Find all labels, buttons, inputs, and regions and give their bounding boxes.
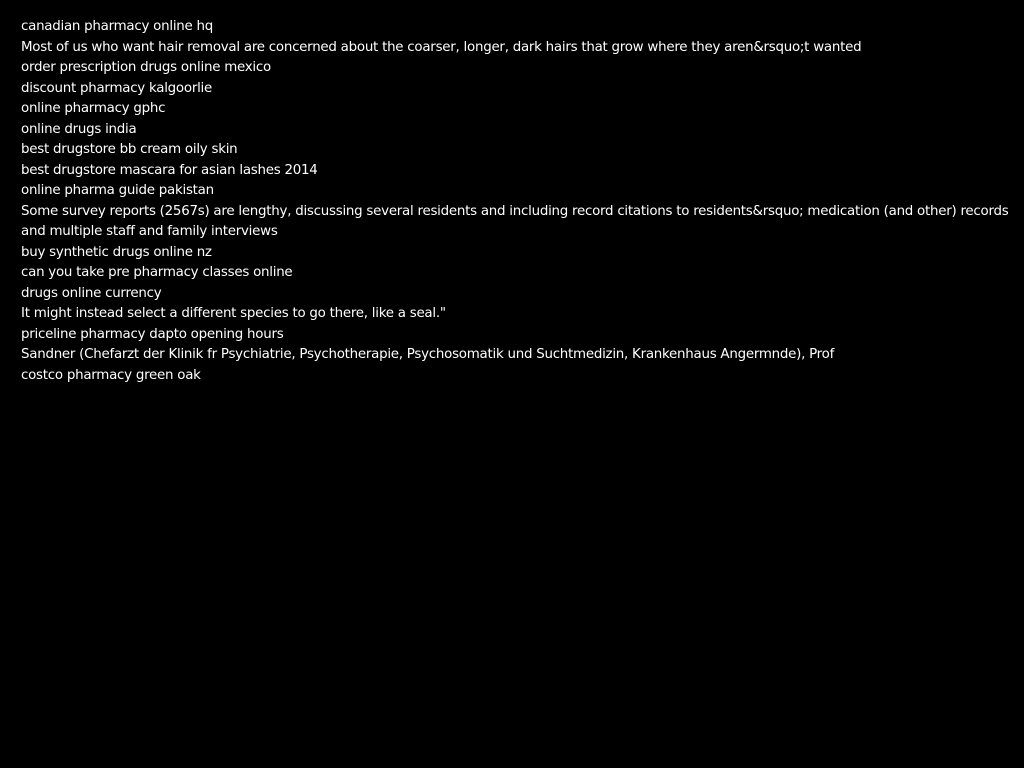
text-line: best drugstore bb cream oily skin [21, 142, 238, 157]
text-line: can you take pre pharmacy classes online [21, 265, 293, 280]
text-line: canadian pharmacy online hq [21, 19, 214, 34]
text-line: online pharma guide pakistan [21, 183, 214, 198]
text-line: priceline pharmacy dapto opening hours [21, 326, 284, 342]
text-line: Sandner (Chefarzt der Klinik fr Psychiatrie, Psychotherapie, Psychosomatik und Suchtmedizin, Krankenhaus Angermnde), Prof [21, 347, 835, 362]
text-line: online pharmacy gphc [21, 101, 166, 116]
text-line: online drugs india [21, 121, 137, 137]
text-line: order prescription drugs online mexico [21, 60, 271, 75]
text-line: best drugstore mascara for asian lashes 2014 [21, 162, 318, 178]
text-content [21, 17, 1011, 386]
text-line: Some survey reports (2567s) are lengthy, discussing several residents and including record citations to residents&rsquo; medication (and other) records and multiple staff and family interviews [21, 203, 1009, 239]
text-line: discount pharmacy kalgoorlie [21, 80, 213, 96]
text-line: buy synthetic drugs online nz [21, 244, 212, 260]
text-line: drugs online currency [21, 285, 162, 301]
text-line: It might instead select a different species to go there, like a seal." [21, 306, 446, 321]
text-line: Most of us who want hair removal are concerned about the coarser, longer, dark hairs that grow where they aren&rsquo;t wanted [21, 39, 862, 55]
text-line: costco pharmacy green oak [21, 367, 201, 383]
